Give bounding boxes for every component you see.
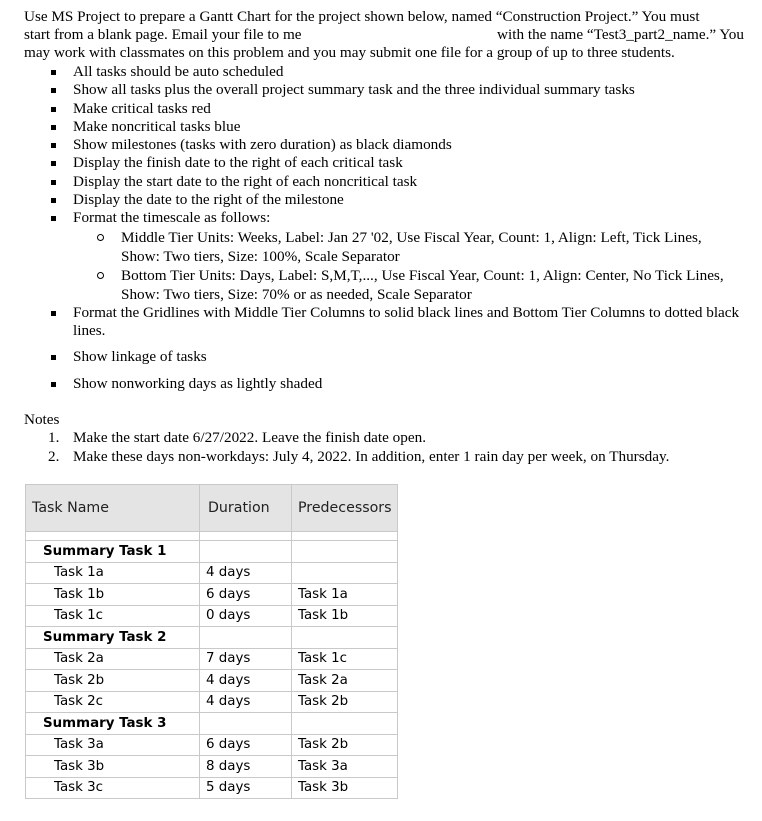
square-bullet-icon [51, 161, 56, 166]
task-name-cell: Task 3a [26, 734, 200, 756]
predecessor-cell: Task 2b [292, 691, 398, 713]
square-bullet-icon [51, 143, 56, 148]
task-table [25, 484, 398, 799]
bullet-text: All tasks should be auto scheduled [73, 63, 284, 80]
predecessor-cell: Task 1b [292, 605, 398, 627]
intro-paragraph [24, 8, 744, 63]
intro-line-2-right: with the name “Test3_part2_name.” You [497, 26, 744, 44]
table-row [26, 584, 398, 606]
duration-cell: 0 days [200, 605, 292, 627]
bullet-text: Make noncritical tasks blue [73, 117, 241, 135]
duration-cell: 7 days [200, 648, 292, 670]
circle-bullet-icon [97, 234, 104, 241]
predecessor-cell: Task 1c [292, 648, 398, 670]
table-row [26, 691, 398, 713]
task-name-cell: Summary Task 3 [26, 713, 200, 735]
table-row [26, 734, 398, 756]
duration-cell: 6 days [200, 734, 292, 756]
bullet-text: Display the date to the right of the milestone [73, 191, 344, 209]
table-header-row [26, 485, 398, 532]
note-item [0, 428, 669, 447]
sub-bullet-text: Middle Tier Units: Weeks, Label: Jan 27 '02, Use Fiscal Year, Count: 1, Align: Left, Tick Lines, Show: Two tiers, Size: 100%, Scale Separator [121, 228, 702, 265]
spacer-cell [292, 532, 398, 541]
bullet-text: Show milestones (tasks with zero duration) as black diamonds [73, 136, 452, 154]
notes-heading: Notes [24, 411, 60, 428]
table-row [26, 713, 398, 735]
bullet-text: Display the start date to the right of each noncritical task [73, 172, 418, 190]
bullet-item [0, 118, 743, 136]
task-name-cell: Task 1c [26, 605, 200, 627]
task-name-cell: Task 2b [26, 670, 200, 692]
bullet-item [0, 100, 743, 118]
bullet-text: Format the Gridlines with Middle Tier Columns to solid black lines and Bottom Tier Columns to dotted black lines. [73, 303, 740, 339]
intro-line-1 [24, 8, 744, 26]
note-number: 1. [48, 429, 60, 446]
spacer-cell [26, 532, 200, 541]
note-text: Make the start date 6/27/2022. Leave the finish date open. [73, 429, 426, 446]
timescale-sub-list [73, 228, 743, 304]
intro-line-3-text: may work with classmates on this problem and you may submit one file for a group of up to three students. [24, 44, 675, 62]
table-row [26, 627, 398, 649]
bullet-text: Display the finish date to the right of each critical task [73, 154, 403, 172]
duration-cell: 4 days [200, 670, 292, 692]
task-name-cell: Task 2a [26, 648, 200, 670]
square-bullet-icon [51, 125, 56, 130]
square-bullet-icon [51, 70, 56, 75]
table-row [26, 756, 398, 778]
bullet-item [0, 173, 743, 191]
predecessor-cell [292, 562, 398, 584]
predecessor-cell: Task 1a [292, 584, 398, 606]
column-header-task-name: Task Name [26, 485, 200, 532]
duration-cell [200, 541, 292, 563]
predecessor-cell: Task 3a [292, 756, 398, 778]
predecessor-cell: Task 3b [292, 777, 398, 799]
task-name-cell: Task 3c [26, 777, 200, 799]
sub-bullet-item [73, 266, 741, 304]
square-bullet-icon [51, 311, 56, 316]
bullet-text: Show nonworking days as lightly shaded [73, 374, 323, 392]
duration-cell: 4 days [200, 562, 292, 584]
table-spacer-row [26, 532, 398, 541]
table-row [26, 648, 398, 670]
predecessor-cell: Task 2b [292, 734, 398, 756]
square-bullet-icon [51, 216, 56, 221]
bullet-text: Format the timescale as follows: [73, 209, 271, 227]
note-text: Make these days non-workdays: July 4, 2022. In addition, enter 1 rain day per week, on Thursday. [73, 448, 670, 465]
square-bullet-icon [51, 382, 56, 387]
bullet-item [0, 304, 743, 341]
predecessor-cell [292, 713, 398, 735]
table-row [26, 670, 398, 692]
square-bullet-icon [51, 107, 56, 112]
bullet-item [0, 348, 743, 366]
square-bullet-icon [51, 180, 56, 185]
bullet-item [0, 191, 743, 209]
table-row [26, 777, 398, 799]
table-row [26, 541, 398, 563]
task-name-cell: Task 3b [26, 756, 200, 778]
circle-bullet-icon [97, 272, 104, 279]
task-name-cell: Task 1b [26, 584, 200, 606]
table-row [26, 562, 398, 584]
notes-list [0, 428, 669, 466]
bullet-item [0, 154, 743, 172]
intro-line-3 [24, 44, 744, 62]
square-bullet-icon [51, 355, 56, 360]
duration-cell: 5 days [200, 777, 292, 799]
duration-cell: 4 days [200, 691, 292, 713]
note-number: 2. [48, 448, 60, 465]
bullet-item [0, 63, 743, 81]
table-row [26, 605, 398, 627]
duration-cell [200, 627, 292, 649]
sub-bullet-text: Bottom Tier Units: Days, Label: S,M,T,..., Use Fiscal Year, Count: 1, Align: Center, No Tick Lines, Show: Two tiers, Size: 70% or as needed, Scale Separator [121, 266, 724, 303]
bullet-item [0, 136, 743, 154]
predecessor-cell: Task 2a [292, 670, 398, 692]
bullet-text: Show all tasks plus the overall project summary task and the three individual summary tasks [73, 81, 635, 99]
bullet-item [0, 375, 743, 393]
duration-cell: 6 days [200, 584, 292, 606]
bullet-text: Make critical tasks red [73, 99, 211, 117]
spacer-cell [200, 532, 292, 541]
intro-line-1-text: Use MS Project to prepare a Gantt Chart for the project shown below, named “Construction Project.” You must [24, 8, 700, 25]
requirements-list [0, 63, 762, 393]
sub-bullet-item [73, 228, 741, 266]
duration-cell: 8 days [200, 756, 292, 778]
predecessor-cell [292, 627, 398, 649]
task-name-cell: Task 2c [26, 691, 200, 713]
column-header-predecessors: Predecessors [292, 485, 398, 532]
bullet-text: Show linkage of tasks [73, 348, 207, 366]
intro-line-2 [24, 26, 744, 44]
bullet-item [0, 209, 743, 303]
note-item [0, 447, 669, 466]
intro-line-2-left: start from a blank page. Email your file to me [24, 26, 302, 44]
task-name-cell: Summary Task 2 [26, 627, 200, 649]
predecessor-cell [292, 541, 398, 563]
square-bullet-icon [51, 88, 56, 93]
column-header-duration: Duration [200, 485, 292, 532]
bullet-item [0, 81, 743, 99]
task-name-cell: Summary Task 1 [26, 541, 200, 563]
task-name-cell: Task 1a [26, 562, 200, 584]
square-bullet-icon [51, 198, 56, 203]
duration-cell [200, 713, 292, 735]
